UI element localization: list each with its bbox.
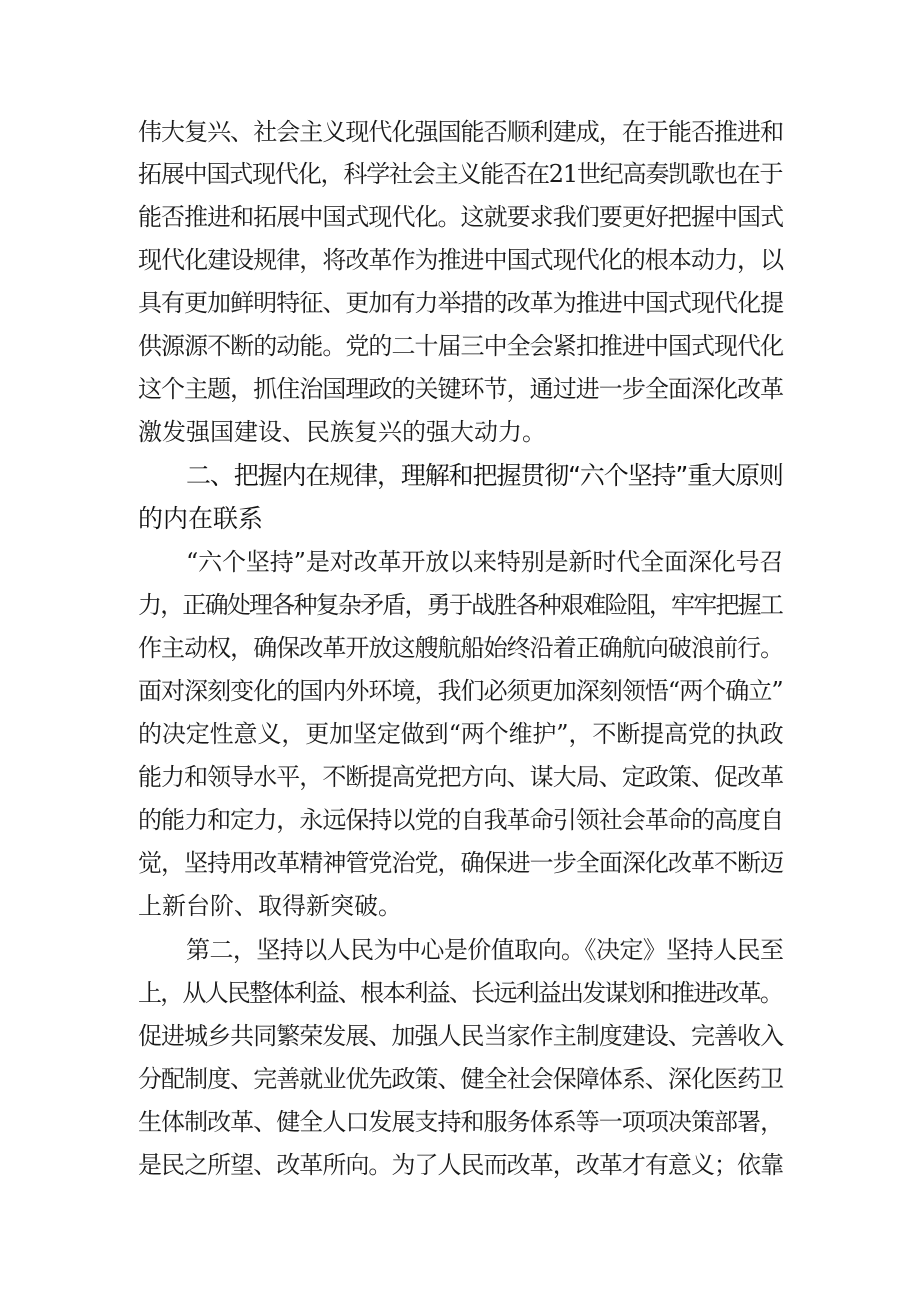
paragraph-line: 作主动权，确保改革开放这艘航船始终沿着正确航向破浪前行。 bbox=[138, 634, 784, 662]
heading-line: 的内在联系 bbox=[138, 504, 264, 533]
paragraph-line: 促进城乡共同繁荣发展、加强人民当家作主制度建设、完善收入 bbox=[138, 1022, 784, 1050]
paragraph-line: 力，正确处理各种复杂矛盾，勇于战胜各种艰难险阻，牢牢把握工 bbox=[138, 591, 783, 619]
paragraph-line: 能否推进和拓展中国式现代化。这就要求我们要更好把握中国式 bbox=[138, 203, 784, 231]
paragraph-line: 这个主题，抓住治国理政的关键环节，通过进一步全面深化改革 bbox=[138, 375, 784, 403]
paragraph-line: 的决定性意义，更加坚定做到“两个维护”，不断提高党的执政 bbox=[138, 720, 784, 748]
paragraph-line: “六个坚持”是对改革开放以来特别是新时代全面深化号召 bbox=[186, 548, 784, 576]
paragraph-line: 上新台阶、取得新突破。 bbox=[138, 892, 402, 920]
paragraph-line: 分配制度、完善就业优先政策、健全社会保障体系、深化医药卫 bbox=[138, 1065, 784, 1093]
paragraph-line: 供源源不断的动能。党的二十届三中全会紧扣推进中国式现代化 bbox=[138, 332, 784, 360]
heading-line: 二、把握内在规律，理解和把握贯彻“六个坚持”重大原则 bbox=[186, 461, 783, 490]
paragraph-line: 现代化建设规律，将改革作为推进中国式现代化的根本动力，以 bbox=[138, 246, 784, 274]
paragraph-line: 觉，坚持用改革精神管党治党，确保进一步全面深化改革不断迈 bbox=[138, 849, 784, 877]
paragraph-line: 上，从人民整体利益、根本利益、长远利益出发谋划和推进改革。 bbox=[138, 979, 783, 1007]
paragraph-line: 的能力和定力，永远保持以党的自我革命引领社会革命的高度自 bbox=[138, 806, 784, 834]
paragraph-line: 第二，坚持以人民为中心是价值取向。《决定》坚持人民至 bbox=[186, 936, 784, 964]
paragraph-line: 能力和领导水平，不断提高党把方向、谋大局、定政策、促改革 bbox=[138, 763, 784, 791]
paragraph-line: 面对深刻变化的国内外环境，我们必须更加深刻领悟“两个确立” bbox=[138, 677, 783, 705]
paragraph-line: 生体制改革、健全人口发展支持和服务体系等一项项决策部署， bbox=[138, 1108, 784, 1136]
paragraph-line: 具有更加鲜明特征、更加有力举措的改革为推进中国式现代化提 bbox=[138, 289, 784, 317]
paragraph-line: 是民之所望、改革所向。为了人民而改革，改革才有意义；依靠 bbox=[138, 1151, 784, 1179]
paragraph-line: 伟大复兴、社会主义现代化强国能否顺利建成，在于能否推进和 bbox=[138, 118, 784, 146]
paragraph-line: 激发强国建设、民族复兴的强大动力。 bbox=[138, 418, 546, 446]
paragraph-line: 拓展中国式现代化，科学社会主义能否在21世纪高奏凯歌也在于 bbox=[138, 160, 783, 188]
